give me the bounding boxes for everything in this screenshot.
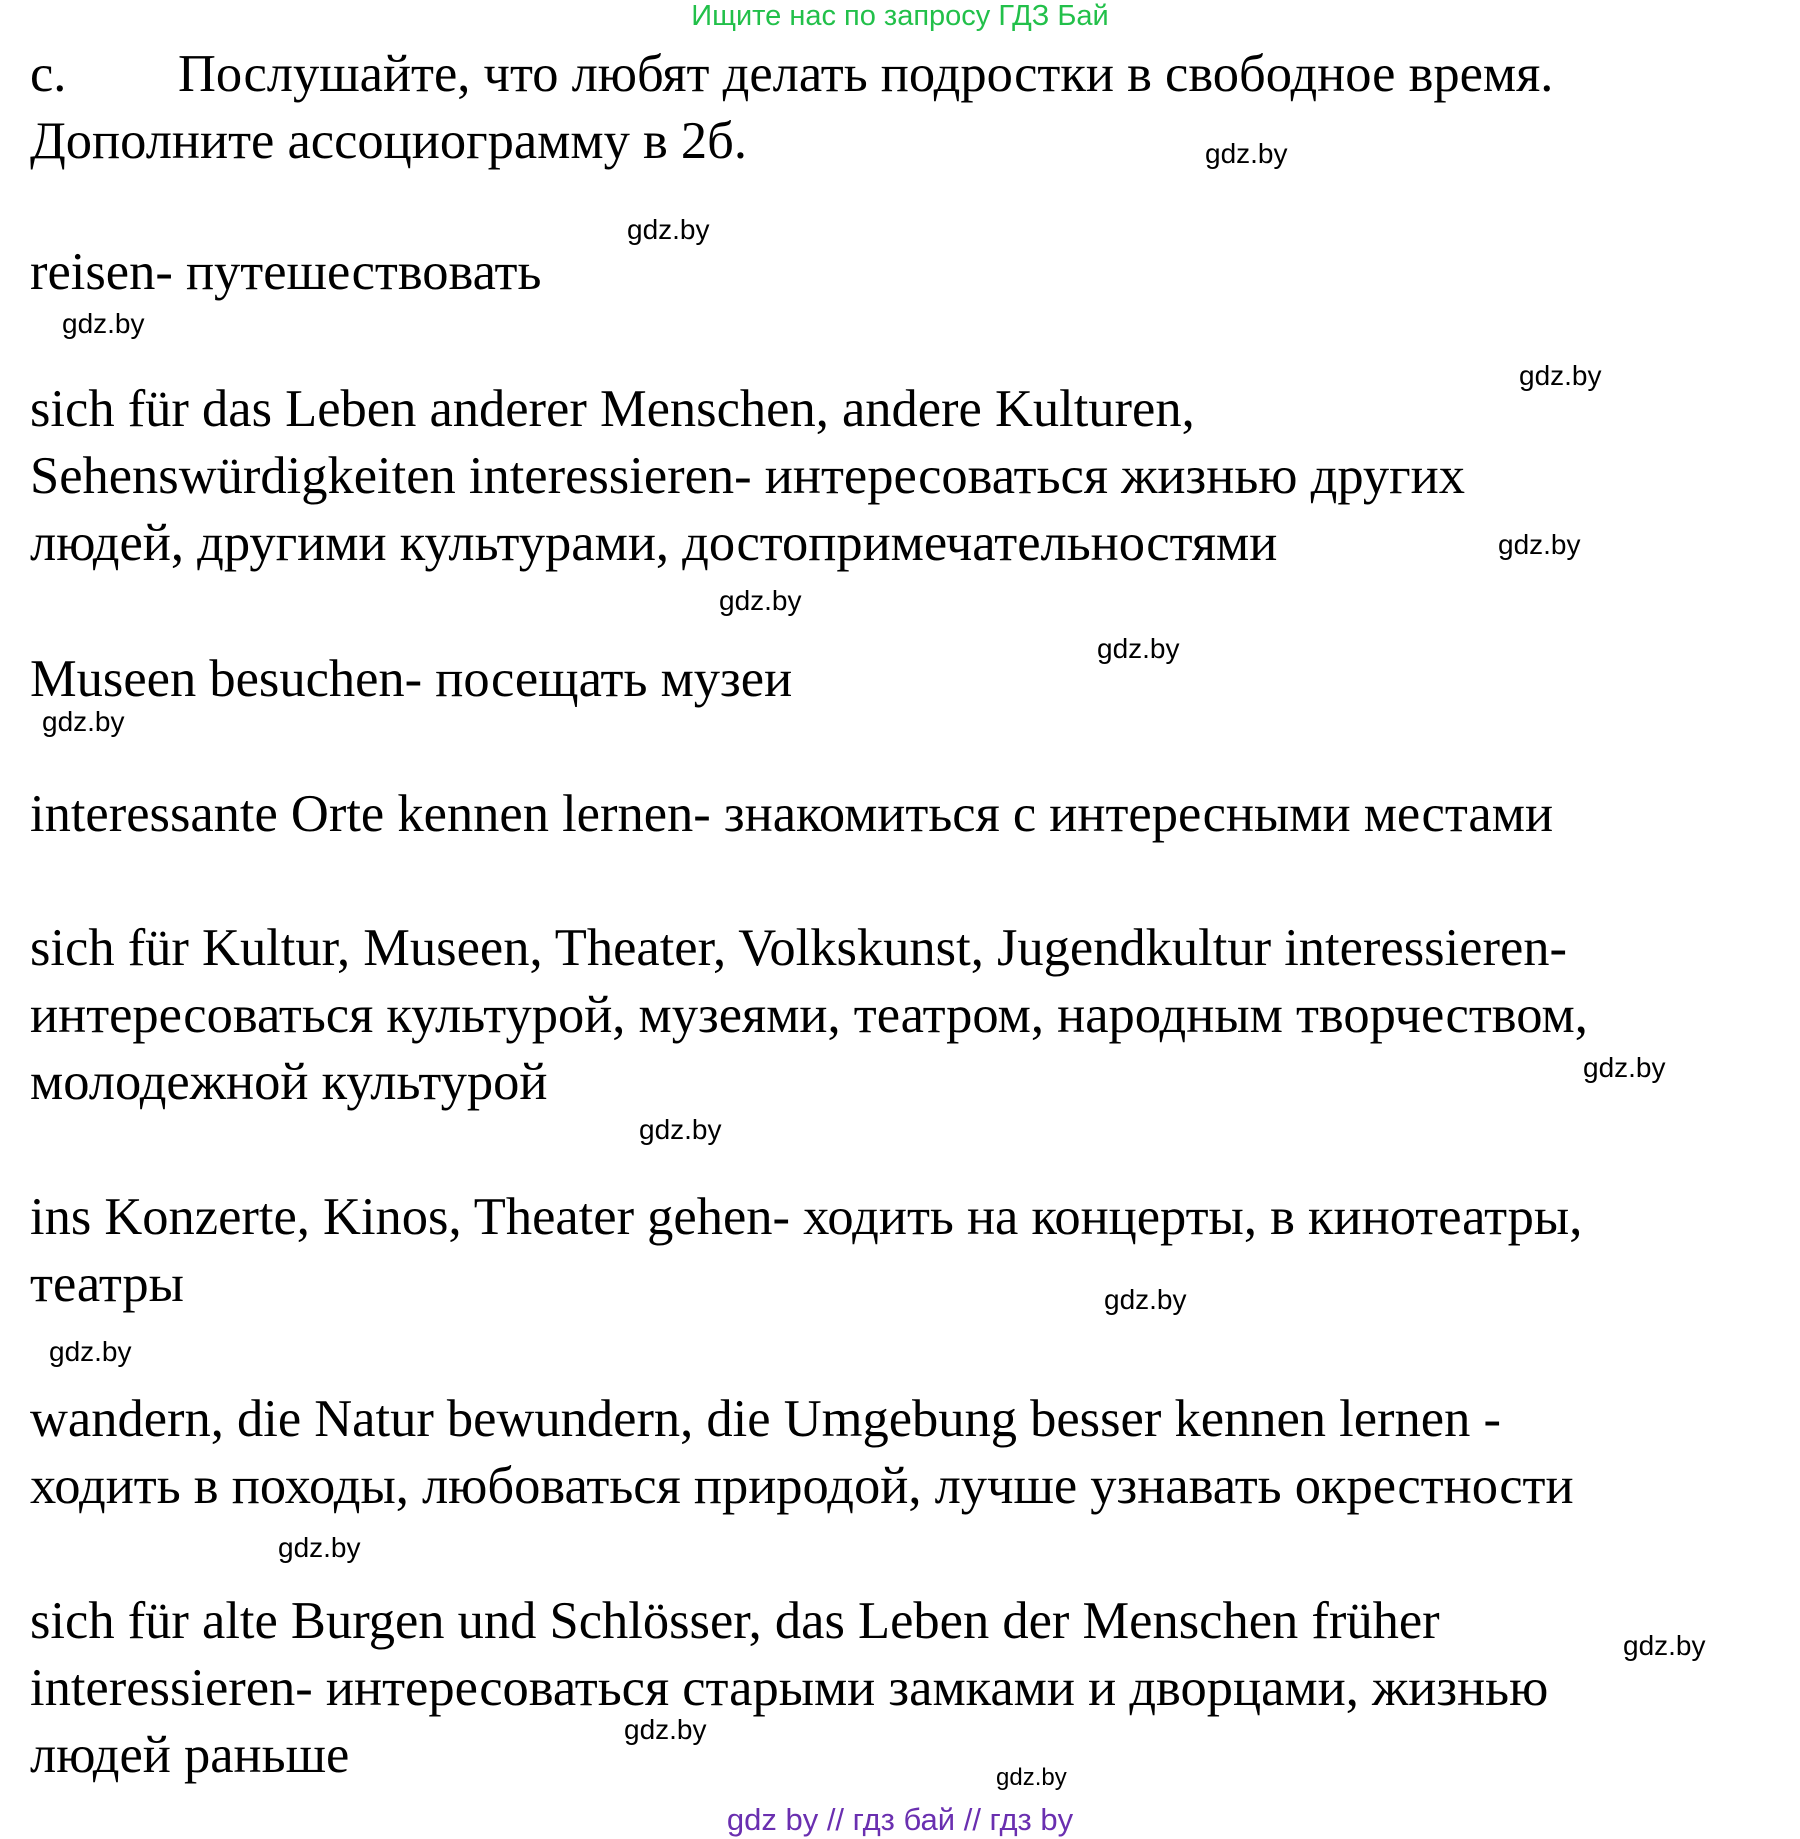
watermark: gdz.by [996,1764,1067,1791]
watermark: gdz.by [1623,1630,1706,1661]
entry-line: reisen- путешествовать [30,243,542,301]
watermark: gdz.by [278,1532,361,1563]
footer-brand-line: gdz by // гдз бай // гдз by [726,1802,1074,1837]
promo-banner: Ищите нас по запросу ГДЗ Бай [691,0,1109,32]
watermark: gdz.by [627,214,710,245]
watermark: gdz.by [62,308,145,339]
watermark: gdz.by [49,1336,132,1367]
watermark: gdz.by [719,585,802,616]
entry-line: молодежной культурой [30,1053,548,1111]
watermark: gdz.by [1205,138,1288,169]
watermark: gdz.by [639,1114,722,1145]
watermark: gdz.by [42,706,125,737]
entry-line: людей раньше [30,1726,350,1784]
entry-line: ходить в походы, любоваться природой, лучше узнавать окрестности [30,1457,1574,1515]
entry-line: Museen besuchen- посещать музеи [30,650,793,708]
watermark: gdz.by [624,1714,707,1745]
entry-line: интересоваться культурой, музеями, театром, народным творчеством, [30,986,1588,1044]
entry-line: Sehenswürdigkeiten interessieren- интересоваться жизнью других [30,447,1466,505]
watermark: gdz.by [1104,1284,1187,1315]
entry-line: ins Konzerte, Kinos, Theater gehen- ходить на концерты, в кинотеатры, [30,1188,1583,1246]
watermark: gdz.by [1097,633,1180,664]
watermark: gdz.by [1498,529,1581,560]
entry-line: interessieren- интересоваться старыми замками и дворцами, жизнью [30,1659,1549,1717]
entry-line: sich für das Leben anderer Menschen, andere Kulturen, [30,380,1195,438]
task-instruction-line-1 [30,40,1553,108]
task-letter: c. [30,45,67,103]
entry-line: театры [30,1255,184,1313]
entry-line: людей, другими культурами, достопримечательностями [30,514,1278,572]
task-instruction-text: Послушайте, что любят делать подростки в свободное время. [178,45,1554,103]
task-instruction-line-2: Дополните ассоциограмму в 2б. [30,112,747,170]
watermark: gdz.by [1583,1052,1666,1083]
watermark: gdz.by [1519,360,1602,391]
entry-line: interessante Orte kennen lernen- знакомиться с интересными местами [30,785,1554,843]
entry-line: wandern, die Natur bewundern, die Umgebung besser kennen lernen - [30,1390,1501,1448]
entry-line: sich für alte Burgen und Schlösser, das Leben der Menschen früher [30,1592,1440,1650]
entry-line: sich für Kultur, Museen, Theater, Volkskunst, Jugendkultur interessieren- [30,919,1567,977]
